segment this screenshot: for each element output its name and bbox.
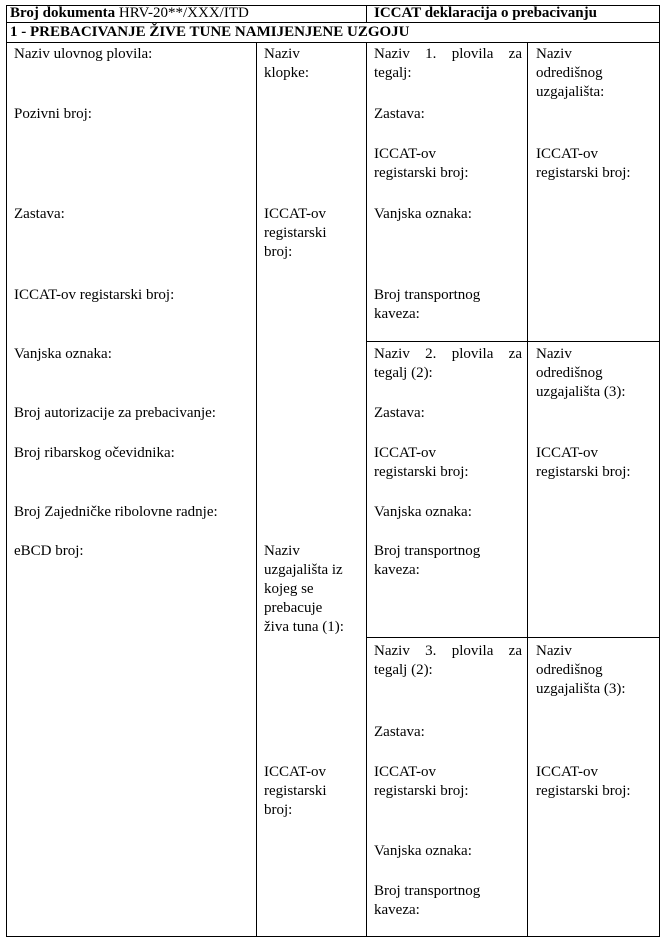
origin-farm-iccat-label-line1: ICCAT-ov	[264, 764, 326, 780]
dest-farm-2-iccat-line1: ICCAT-ov	[536, 445, 598, 461]
dest-farm-2-line3: uzgajališta (3):	[536, 384, 626, 400]
catching-vessel-flag-label: Zastava:	[14, 206, 65, 222]
trap-iccat-label-line1: ICCAT-ov	[264, 206, 326, 222]
document-number	[10, 4, 249, 22]
tug-vessel-1-flag: Zastava:	[374, 106, 425, 122]
catching-vessel-external-mark-label: Vanjska oznaka:	[14, 346, 112, 362]
tug-vessel-1-name-line1: Naziv 1. plovila za	[374, 46, 522, 62]
tug-vessel-1-name-line2: tegalj:	[374, 65, 412, 81]
tug-vessel-1-iccat-line2: registarski broj:	[374, 165, 469, 181]
dest-farm-3-line3: uzgajališta (3):	[536, 681, 626, 697]
column-divider-farm	[527, 42, 528, 937]
tug-vessel-2-iccat-line2: registarski broj:	[374, 464, 469, 480]
dest-farm-1-iccat-line2: registarski broj:	[536, 165, 631, 181]
catching-vessel-iccat-label: ICCAT-ov registarski broj:	[14, 287, 175, 303]
tug-vessel-3-flag: Zastava:	[374, 724, 425, 740]
document-number-value: HRV-20**/XXX/ITD	[118, 5, 249, 21]
document-number-label: Broj dokumenta	[10, 5, 116, 21]
tug-vessel-2-cage-line1: Broj transportnog	[374, 543, 481, 559]
tug-vessel-2-cage-line2: kaveza:	[374, 562, 420, 578]
dest-farm-1-line1: Naziv	[536, 46, 572, 62]
tug-vessel-2-name-line2: tegalj (2):	[374, 365, 433, 381]
tug-vessel-3-cage-line1: Broj transportnog	[374, 883, 481, 899]
tug-vessel-1-cage-line2: kaveza:	[374, 306, 420, 322]
tug-vessel-2-external-mark: Vanjska oznaka:	[374, 504, 472, 520]
origin-farm-iccat-label-line3: broj:	[264, 802, 293, 818]
table-border-left	[6, 5, 7, 937]
origin-farm-label-line4: prebacuje	[264, 600, 323, 616]
header-column-divider	[366, 5, 367, 23]
dest-farm-1-line2: odredišnog	[536, 65, 603, 81]
catching-vessel-name-label: Naziv ulovnog plovila:	[14, 46, 153, 62]
tug-vessel-3-cage-line2: kaveza:	[374, 902, 420, 918]
tug-vessel-3-name-line2: tegalj (2):	[374, 662, 433, 678]
trap-name-label-line2: klopke:	[264, 65, 309, 81]
dest-farm-3-iccat-line2: registarski broj:	[536, 783, 631, 799]
jfo-number-label: Broj Zajedničke ribolovne radnje:	[14, 504, 218, 520]
tug-vessel-1-iccat-line1: ICCAT-ov	[374, 146, 436, 162]
dest-farm-1-line3: uzgajališta:	[536, 84, 605, 100]
tug-vessel-3-external-mark: Vanjska oznaka:	[374, 843, 472, 859]
tug-vessel-2-flag: Zastava:	[374, 405, 425, 421]
tug-vessel-1-external-mark: Vanjska oznaka:	[374, 206, 472, 222]
tug-vessel-2-name-line1: Naziv 2. plovila za	[374, 346, 522, 362]
tug-vessel-3-iccat-line2: registarski broj:	[374, 783, 469, 799]
tug-vessel-3-name-line1: Naziv 3. plovila za	[374, 643, 522, 659]
origin-farm-label-line3: kojeg se	[264, 581, 314, 597]
dest-farm-3-line2: odredišnog	[536, 662, 603, 678]
table-border-bottom	[6, 936, 660, 937]
tug-block-divider-1	[366, 341, 660, 342]
dest-farm-3-iccat-line1: ICCAT-ov	[536, 764, 598, 780]
dest-farm-2-line2: odredišnog	[536, 365, 603, 381]
dest-farm-3-line1: Naziv	[536, 643, 572, 659]
origin-farm-label-line2: uzgajališta iz	[264, 562, 343, 578]
trap-iccat-label-line2: registarski	[264, 225, 327, 241]
origin-farm-iccat-label-line2: registarski	[264, 783, 327, 799]
column-divider-tug	[366, 42, 367, 937]
trap-name-label-line1: Naziv	[264, 46, 300, 62]
call-sign-label: Pozivni broj:	[14, 106, 92, 122]
fishing-logbook-label: Broj ribarskog očevidnika:	[14, 445, 175, 461]
origin-farm-label-line5: živa tuna (1):	[264, 619, 344, 635]
tug-vessel-1-cage-line1: Broj transportnog	[374, 287, 481, 303]
dest-farm-2-iccat-line2: registarski broj:	[536, 464, 631, 480]
transfer-authorization-label: Broj autorizacije za prebacivanje:	[14, 405, 216, 421]
section-divider	[6, 42, 660, 43]
ebcd-number-label: eBCD broj:	[14, 543, 84, 559]
tug-block-divider-2	[366, 637, 660, 638]
tug-vessel-3-iccat-line1: ICCAT-ov	[374, 764, 436, 780]
dest-farm-1-iccat-line1: ICCAT-ov	[536, 146, 598, 162]
document-title: ICCAT deklaracija o prebacivanju	[374, 5, 597, 21]
table-border-right	[659, 5, 660, 937]
dest-farm-2-line1: Naziv	[536, 346, 572, 362]
column-divider-trap	[256, 42, 257, 937]
trap-iccat-label-line3: broj:	[264, 244, 293, 260]
tug-vessel-2-iccat-line1: ICCAT-ov	[374, 445, 436, 461]
section-title: 1 - PREBACIVANJE ŽIVE TUNE NAMIJENJENE UZGOJU	[10, 24, 410, 40]
origin-farm-label-line1: Naziv	[264, 543, 300, 559]
